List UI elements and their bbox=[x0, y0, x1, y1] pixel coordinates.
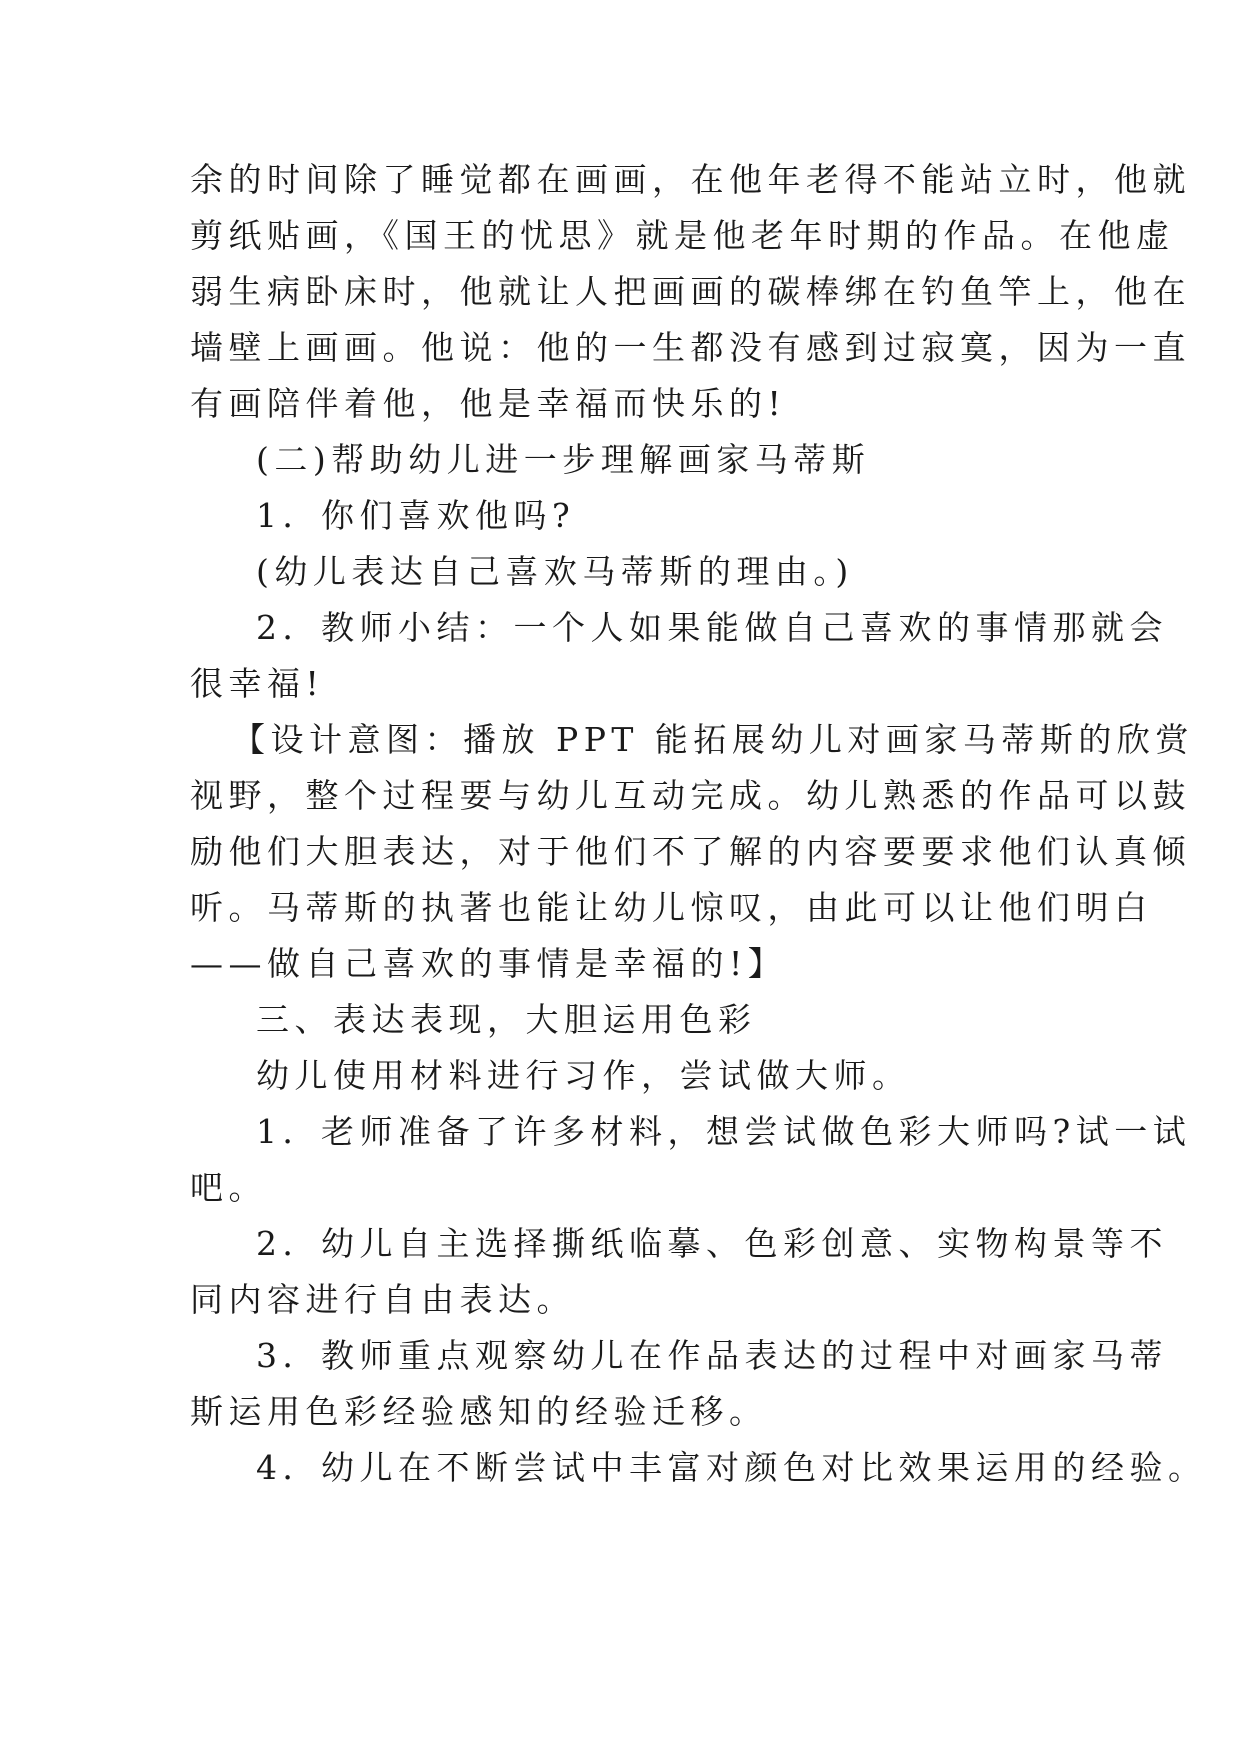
text-line: 斯运用色彩经验感知的经验迁移。 bbox=[190, 1392, 768, 1431]
text-line: 视野，整个过程要与幼儿互动完成。幼儿熟悉的作品可以鼓 bbox=[190, 776, 1191, 815]
text-line: 余的时间除了睡觉都在画画，在他年老得不能站立时，他就 bbox=[190, 160, 1191, 199]
section-heading: (二)帮助幼儿进一步理解画家马蒂斯 bbox=[256, 440, 871, 479]
text-line: 听。马蒂斯的执著也能让幼儿惊叹，由此可以让他们明白 bbox=[190, 888, 1153, 927]
text-line: 剪纸贴画，《国王的忧思》就是他老年时期的作品。在他虚 bbox=[190, 216, 1175, 255]
list-item: 2．幼儿自主选择撕纸临摹、色彩创意、实物构景等不 bbox=[256, 1224, 1168, 1263]
text-line: 幼儿使用材料进行习作，尝试做大师。 bbox=[256, 1056, 911, 1095]
list-item: 2．教师小结：一个人如果能做自己喜欢的事情那就会 bbox=[256, 608, 1168, 647]
section-heading: 三、表达表现，大胆运用色彩 bbox=[256, 1000, 757, 1039]
list-item: 3．教师重点观察幼儿在作品表达的过程中对画家马蒂 bbox=[256, 1336, 1168, 1375]
text-line: 弱生病卧床时，他就让人把画画的碳棒绑在钓鱼竿上，他在 bbox=[190, 272, 1191, 311]
list-item: 4．幼儿在不断尝试中丰富对颜色对比效果运用的经验。 bbox=[256, 1448, 1207, 1487]
text-line: 励他们大胆表达，对于他们不了解的内容要要求他们认真倾 bbox=[190, 832, 1191, 871]
text-line: 有画陪伴着他，他是幸福而快乐的! bbox=[190, 384, 787, 423]
text-line: 同内容进行自由表达。 bbox=[190, 1280, 575, 1319]
design-intent-note: 【设计意图：播放 PPT 能拓展幼儿对画家马蒂斯的欣赏 bbox=[232, 720, 1194, 759]
list-item: 1．老师准备了许多材料，想尝试做色彩大师吗?试一试 bbox=[256, 1112, 1192, 1151]
text-line: 吧。 bbox=[190, 1168, 267, 1207]
text-line: 墙壁上画画。他说：他的一生都没有感到过寂寞，因为一直 bbox=[190, 328, 1191, 367]
text-line: 很幸福! bbox=[190, 664, 325, 703]
list-item: 1．你们喜欢他吗? bbox=[256, 496, 576, 535]
text-line: ——做自己喜欢的事情是幸福的!】 bbox=[190, 944, 787, 983]
text-line: (幼儿表达自己喜欢马蒂斯的理由。) bbox=[256, 552, 854, 591]
